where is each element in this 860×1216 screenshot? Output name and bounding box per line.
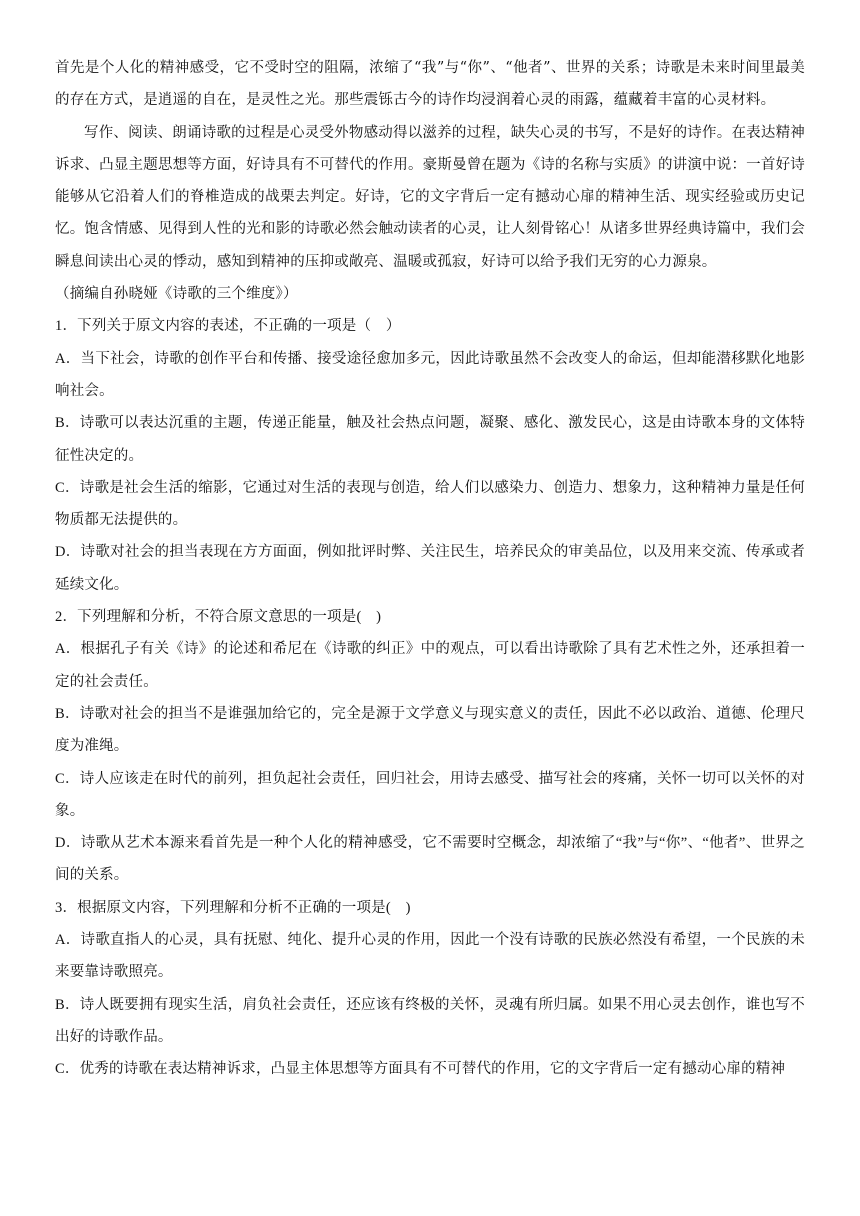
option-b: B．诗歌对社会的担当不是谁强加给它的，完全是源于文学意义与现实意义的责任，因此不必以政治、道德、伦理尺度为准绳。 bbox=[55, 705, 805, 755]
question-3 bbox=[55, 892, 805, 1086]
passage-paragraph: 写作、阅读、朗诵诗歌的过程是心灵受外物感动得以滋养的过程，缺失心灵的书写，不是好的诗作。在表达精神诉求、凸显主题思想等方面，好诗具有不可替代的作用。豪斯曼曾在题为《诗的名称与实质》的讲演中说：一首好诗能够从它沿着人们的脊椎造成的战栗去判定。好诗，它的文字背后一定有撼动心扉的精神生活、现实经验或历史记忆。饱含情感、见得到人性的光和影的诗歌必然会触动读者的心灵，让人刻骨铭心！从诸多世界经典诗篇中，我们会瞬息间读出心灵的悸动，感知到精神的压抑或敞亮、温暖或孤寂，好诗可以给予我们无穷的心力源泉。 bbox=[55, 124, 805, 270]
question-stem: 3．根据原文内容，下列理解和分析不正确的一项是( ) bbox=[55, 899, 411, 916]
option-c: C．诗歌是社会生活的缩影，它通过对生活的表现与创造，给人们以感染力、创造力、想象力，这种精神力量是任何物质都无法提供的。 bbox=[55, 479, 805, 529]
option-b: B．诗人既要拥有现实生活，肩负社会责任，还应该有终极的关怀，灵魂有所归属。如果不用心灵去创作，谁也写不出好的诗歌作品。 bbox=[55, 996, 805, 1045]
passage-paragraph: 首先是个人化的精神感受，它不受时空的阻隔，浓缩了“我”与“你”、“他者”、世界的关系；诗歌是未来时间里最美的存在方式，是逍遥的自在，是灵性之光。那些震铄古今的诗作均浸润着心灵的雨露，蕴藏着丰富的心灵材料。 bbox=[55, 60, 805, 109]
question-2 bbox=[55, 601, 805, 892]
option-a: A．当下社会，诗歌的创作平台和传播、接受途径愈加多元，因此诗歌虽然不会改变人的命运，但却能潜移默化地影响社会。 bbox=[55, 350, 805, 399]
option-c: C．优秀的诗歌在表达精神诉求，凸显主体思想等方面具有不可替代的作用，它的文字背后一定有撼动心扉的精神 bbox=[55, 1061, 786, 1078]
option-b: B．诗歌可以表达沉重的主题，传递正能量，触及社会热点问题，凝聚、感化、激发民心，这是由诗歌本身的文体特征性决定的。 bbox=[55, 415, 805, 464]
reading-passage bbox=[55, 52, 805, 310]
question-stem: 1．下列关于原文内容的表述，不正确的一项是（ ） bbox=[55, 318, 401, 335]
option-a: A．诗歌直指人的心灵，具有抚慰、纯化、提升心灵的作用，因此一个没有诗歌的民族必然没有希望，一个民族的未来要靠诗歌照亮。 bbox=[55, 932, 805, 981]
option-d: D．诗歌从艺术本源来看首先是一种个人化的精神感受，它不需要时空概念，却浓缩了“我”与“你”、“他者”、世界之间的关系。 bbox=[55, 835, 805, 884]
option-d: D．诗歌对社会的担当表现在方方面面，例如批评时弊、关注民生，培养民众的审美品位，以及用来交流、传承或者延续文化。 bbox=[55, 544, 805, 593]
option-a: A．根据孔子有关《诗》的论述和希尼在《诗歌的纠正》中的观点，可以看出诗歌除了具有艺术性之外，还承担着一定的社会责任。 bbox=[55, 641, 805, 690]
option-c: C．诗人应该走在时代的前列，担负起社会责任，回归社会，用诗去感受、描写社会的疼痛，关怀一切可以关怀的对象。 bbox=[55, 770, 805, 819]
question-1 bbox=[55, 310, 805, 601]
question-stem: 2．下列理解和分析，不符合原文意思的一项是( ) bbox=[55, 609, 382, 626]
passage-source: （摘编自孙晓娅《诗歌的三个维度》） bbox=[55, 286, 298, 303]
